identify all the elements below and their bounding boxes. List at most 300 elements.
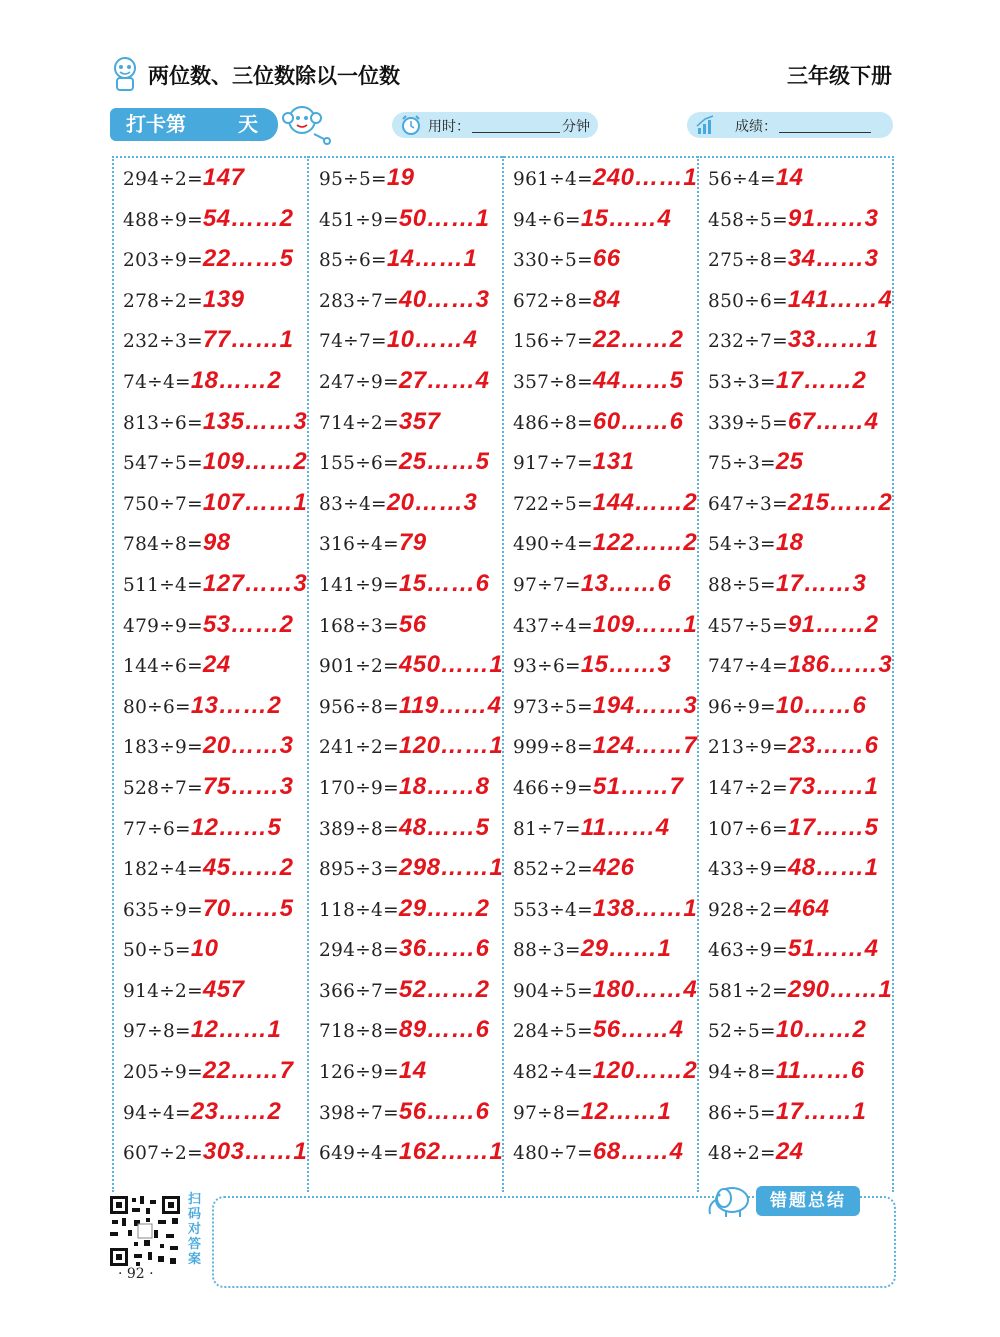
- handwritten-answer[interactable]: 457: [202, 975, 245, 1003]
- problem-row: [123, 808, 317, 849]
- division-problem: [708, 164, 804, 192]
- elephant-icon: [704, 1182, 756, 1220]
- problem-text: 284÷5=: [513, 1021, 593, 1043]
- handwritten-answer[interactable]: 240……1: [592, 164, 698, 191]
- handwritten-answer[interactable]: 464: [787, 894, 830, 922]
- handwritten-answer[interactable]: 15……4: [580, 204, 672, 232]
- division-problem: [123, 1098, 281, 1126]
- problem-text: 81÷7=: [513, 818, 581, 840]
- handwritten-answer[interactable]: 131: [592, 448, 635, 476]
- handwritten-answer[interactable]: 24: [775, 1138, 804, 1166]
- division-problem: [123, 935, 219, 963]
- handwritten-answer[interactable]: 20……3: [386, 488, 478, 516]
- handwritten-answer[interactable]: 139: [202, 285, 245, 313]
- problem-row: [513, 361, 707, 402]
- problem-text: 94÷6=: [513, 209, 581, 231]
- problem-row: [708, 929, 902, 970]
- handwritten-answer[interactable]: 18……8: [398, 772, 490, 800]
- problem-row: [123, 158, 317, 199]
- handwritten-answer[interactable]: 53……2: [202, 610, 294, 638]
- handwritten-answer[interactable]: 14: [398, 1057, 427, 1085]
- problem-text: 647÷3=: [708, 493, 788, 515]
- problem-text: 118÷4=: [319, 899, 399, 921]
- division-problem: [123, 489, 307, 517]
- problem-text: 607÷2=: [123, 1143, 203, 1165]
- problem-text: 928÷2=: [708, 899, 788, 921]
- handwritten-answer[interactable]: 13……2: [190, 691, 282, 719]
- problem-text: 850÷6=: [708, 290, 788, 312]
- problem-row: [123, 320, 317, 361]
- handwritten-answer[interactable]: 122……2: [592, 529, 698, 557]
- problem-text: 852÷2=: [513, 859, 593, 881]
- problem-row: [513, 564, 707, 605]
- division-problem: [319, 773, 489, 801]
- problem-row: [513, 686, 707, 727]
- problem-row: [319, 199, 513, 240]
- division-problem: [513, 205, 671, 233]
- problem-row: [708, 808, 902, 849]
- handwritten-answer[interactable]: 17……5: [787, 813, 879, 841]
- problem-row: [319, 564, 513, 605]
- division-problem: [513, 448, 634, 476]
- division-problem: [123, 773, 293, 801]
- division-problem: [708, 245, 878, 273]
- division-problem: [123, 1138, 307, 1166]
- handwritten-answer[interactable]: 51……4: [787, 935, 879, 963]
- handwritten-answer[interactable]: 18: [775, 529, 804, 557]
- division-problem: [708, 732, 878, 760]
- problem-text: 93÷6=: [513, 656, 581, 678]
- problem-row: [123, 523, 317, 564]
- problem-text: 83÷4=: [319, 493, 387, 515]
- division-problem: [513, 164, 697, 192]
- handwritten-answer[interactable]: 162……1: [398, 1138, 504, 1166]
- problem-row: [319, 158, 513, 199]
- handwritten-answer[interactable]: 29……2: [398, 894, 490, 922]
- problem-row: [123, 605, 317, 646]
- problem-row: [513, 889, 707, 930]
- problem-row: [513, 239, 707, 280]
- division-problem: [513, 245, 621, 273]
- problem-row: [123, 402, 317, 443]
- problem-column-3: [513, 158, 707, 1173]
- problem-row: [123, 1051, 317, 1092]
- handwritten-answer[interactable]: 25……5: [398, 448, 490, 476]
- time-label: 用时：: [428, 119, 470, 135]
- problem-text: 490÷4=: [513, 534, 593, 556]
- handwritten-answer[interactable]: 124……7: [592, 732, 698, 760]
- problem-text: 232÷7=: [708, 331, 788, 353]
- grade-label: 三年级下册: [787, 64, 892, 88]
- score-input-line[interactable]: [779, 132, 871, 133]
- problem-text: 718÷8=: [319, 1021, 399, 1043]
- time-input-line[interactable]: [472, 132, 560, 133]
- handwritten-answer[interactable]: 79: [398, 529, 427, 557]
- problem-row: [123, 848, 317, 889]
- division-problem: [123, 976, 244, 1004]
- problem-row: [319, 239, 513, 280]
- division-problem: [319, 245, 477, 273]
- problem-row: [513, 158, 707, 199]
- division-problem: [708, 367, 866, 395]
- problem-row: [513, 848, 707, 889]
- problem-text: 437÷4=: [513, 615, 593, 637]
- division-problem: [123, 611, 293, 639]
- problem-row: [513, 320, 707, 361]
- handwritten-answer[interactable]: 147: [202, 164, 245, 191]
- handwritten-answer[interactable]: 44……5: [592, 366, 684, 394]
- division-problem: [708, 814, 878, 842]
- division-problem: [319, 976, 489, 1004]
- problem-row: [319, 1051, 513, 1092]
- problem-row: [708, 970, 902, 1011]
- problem-column-1: [123, 158, 317, 1173]
- handwritten-answer[interactable]: 215……2: [787, 488, 893, 516]
- handwritten-answer[interactable]: 33……1: [787, 326, 879, 354]
- handwritten-answer[interactable]: 22……5: [202, 245, 294, 273]
- division-problem: [319, 1098, 489, 1126]
- handwritten-answer[interactable]: 12……1: [580, 1097, 672, 1125]
- division-problem: [708, 1057, 865, 1085]
- handwritten-answer[interactable]: 13……6: [580, 569, 672, 597]
- problem-grid: [112, 156, 894, 1192]
- handwritten-answer[interactable]: 67……4: [787, 407, 879, 435]
- handwritten-answer[interactable]: 107……1: [202, 488, 308, 516]
- problem-row: [513, 645, 707, 686]
- handwritten-answer[interactable]: 17……3: [775, 569, 867, 597]
- problem-row: [708, 442, 902, 483]
- division-problem: [708, 651, 892, 679]
- handwritten-answer[interactable]: 48……1: [787, 854, 879, 882]
- monkey-icon: [280, 100, 332, 146]
- problem-text: 635÷9=: [123, 899, 203, 921]
- division-problem: [708, 205, 878, 233]
- division-problem: [513, 286, 621, 314]
- problem-text: 357÷8=: [513, 371, 593, 393]
- problem-row: [123, 645, 317, 686]
- handwritten-answer[interactable]: 56……6: [398, 1097, 490, 1125]
- division-problem: [708, 1098, 866, 1126]
- mascot-icon: [108, 56, 142, 92]
- problem-row: [708, 402, 902, 443]
- problem-row: [513, 605, 707, 646]
- division-problem: [123, 529, 231, 557]
- problem-text: 961÷4=: [513, 169, 593, 190]
- problem-text: 547÷5=: [123, 453, 203, 475]
- division-problem: [708, 976, 892, 1004]
- division-problem: [123, 286, 244, 314]
- handwritten-answer[interactable]: 10: [190, 935, 219, 963]
- division-problem: [708, 286, 892, 314]
- handwritten-answer[interactable]: 27……4: [398, 366, 490, 394]
- problem-row: [319, 645, 513, 686]
- division-problem: [123, 1016, 281, 1044]
- problem-text: 75÷3=: [708, 453, 776, 475]
- division-problem: [319, 814, 489, 842]
- division-problem: [319, 692, 502, 720]
- problem-row: [319, 929, 513, 970]
- problem-row: [319, 1132, 513, 1173]
- handwritten-answer[interactable]: 91……2: [787, 610, 879, 638]
- problem-row: [708, 726, 902, 767]
- handwritten-answer[interactable]: 119……4: [398, 691, 502, 719]
- handwritten-answer[interactable]: 25: [775, 448, 804, 476]
- problem-row: [708, 1092, 902, 1133]
- checkin-bar: [110, 108, 895, 146]
- division-problem: [513, 326, 683, 354]
- problem-text: 126÷9=: [319, 1062, 399, 1084]
- handwritten-answer[interactable]: 138……1: [592, 894, 698, 922]
- handwritten-answer[interactable]: 91……3: [787, 204, 879, 232]
- problem-row: [708, 686, 902, 727]
- problem-text: 901÷2=: [319, 656, 399, 678]
- handwritten-answer[interactable]: 66: [592, 245, 621, 273]
- handwritten-answer[interactable]: 45……2: [202, 854, 294, 882]
- handwritten-answer[interactable]: 14……1: [386, 245, 478, 273]
- problem-row: [319, 1010, 513, 1051]
- division-problem: [513, 935, 671, 963]
- problem-text: 213÷9=: [708, 737, 788, 759]
- handwritten-answer[interactable]: 70……5: [202, 894, 294, 922]
- problem-row: [513, 1132, 707, 1173]
- problem-row: [708, 199, 902, 240]
- handwritten-answer[interactable]: 141……4: [787, 285, 893, 313]
- problem-text: 147÷2=: [708, 777, 788, 799]
- handwritten-answer[interactable]: 290……1: [787, 975, 893, 1003]
- problem-row: [319, 970, 513, 1011]
- problem-row: [319, 442, 513, 483]
- problem-text: 97÷8=: [513, 1102, 581, 1124]
- problem-text: 85÷6=: [319, 250, 387, 272]
- problem-row: [123, 767, 317, 808]
- division-problem: [319, 489, 477, 517]
- division-problem: [123, 1057, 293, 1085]
- handwritten-answer[interactable]: 56……4: [592, 1016, 684, 1044]
- problem-row: [708, 889, 902, 930]
- handwritten-answer[interactable]: 17……1: [775, 1097, 867, 1125]
- division-problem: [123, 854, 293, 882]
- handwritten-answer[interactable]: 73……1: [787, 772, 879, 800]
- problem-text: 895÷3=: [319, 859, 399, 881]
- division-problem: [319, 1016, 489, 1044]
- handwritten-answer[interactable]: 15……3: [580, 651, 672, 679]
- division-problem: [319, 570, 489, 598]
- handwritten-answer[interactable]: 12……1: [190, 1016, 282, 1044]
- division-problem: [319, 1138, 503, 1166]
- problem-row: [319, 280, 513, 321]
- handwritten-answer[interactable]: 135……3: [202, 407, 308, 435]
- problem-row: [708, 645, 902, 686]
- problem-row: [123, 483, 317, 524]
- problem-row: [513, 199, 707, 240]
- problem-text: 50÷5=: [123, 940, 191, 962]
- problem-text: 511÷4=: [123, 574, 203, 596]
- handwritten-answer[interactable]: 15……6: [398, 569, 490, 597]
- division-problem: [319, 408, 440, 436]
- handwritten-answer[interactable]: 84: [592, 285, 621, 313]
- handwritten-answer[interactable]: 120……1: [398, 732, 504, 760]
- problem-row: [123, 686, 317, 727]
- handwritten-answer[interactable]: 10……2: [775, 1016, 867, 1044]
- division-problem: [123, 448, 307, 476]
- division-problem: [123, 205, 293, 233]
- problem-text: 77÷6=: [123, 818, 191, 840]
- handwritten-answer[interactable]: 426: [592, 854, 635, 882]
- division-problem: [319, 651, 503, 679]
- handwritten-answer[interactable]: 109……1: [592, 610, 698, 638]
- problem-text: 56÷4=: [708, 169, 776, 190]
- handwritten-answer[interactable]: 40……3: [398, 285, 490, 313]
- division-problem: [319, 854, 503, 882]
- handwritten-answer[interactable]: 194……3: [592, 691, 698, 719]
- scan-answers-label: 扫码对答案: [188, 1192, 202, 1267]
- problem-text: 247÷9=: [319, 371, 399, 393]
- handwritten-answer[interactable]: 98: [202, 529, 231, 557]
- problem-row: [319, 523, 513, 564]
- division-problem: [123, 692, 281, 720]
- problem-row: [513, 808, 707, 849]
- problem-text: 486÷8=: [513, 412, 593, 434]
- handwritten-answer[interactable]: 51……7: [592, 772, 684, 800]
- handwritten-answer[interactable]: 54……2: [202, 204, 294, 232]
- handwritten-answer[interactable]: 89……6: [398, 1016, 490, 1044]
- problem-text: 813÷6=: [123, 412, 203, 434]
- problem-row: [319, 483, 513, 524]
- problem-text: 466÷9=: [513, 777, 593, 799]
- problem-text: 48÷2=: [708, 1143, 776, 1165]
- handwritten-answer[interactable]: 186……3: [787, 651, 893, 679]
- problem-text: 95÷5=: [319, 169, 387, 190]
- handwritten-answer[interactable]: 357: [398, 407, 441, 435]
- problem-row: [513, 483, 707, 524]
- handwritten-answer[interactable]: 52……2: [398, 975, 490, 1003]
- handwritten-answer[interactable]: 19: [386, 164, 415, 191]
- division-problem: [123, 895, 293, 923]
- handwritten-answer[interactable]: 22……2: [592, 326, 684, 354]
- handwritten-answer[interactable]: 10……4: [386, 326, 478, 354]
- problem-text: 141÷9=: [319, 574, 399, 596]
- checkin-label: 打卡第: [126, 112, 186, 136]
- problem-text: 714÷2=: [319, 412, 399, 434]
- problem-row: [708, 1132, 902, 1173]
- problem-row: [319, 767, 513, 808]
- handwritten-answer[interactable]: 29……1: [580, 935, 672, 963]
- handwritten-answer[interactable]: 20……3: [202, 732, 294, 760]
- problem-text: 316÷4=: [319, 534, 399, 556]
- problem-row: [708, 320, 902, 361]
- division-problem: [513, 773, 683, 801]
- problem-row: [123, 239, 317, 280]
- handwritten-answer[interactable]: 303……1: [202, 1138, 308, 1166]
- problem-text: 294÷8=: [319, 940, 399, 962]
- handwritten-answer[interactable]: 68……4: [592, 1138, 684, 1166]
- handwritten-answer[interactable]: 18……2: [190, 366, 282, 394]
- problem-row: [319, 726, 513, 767]
- handwritten-answer[interactable]: 60……6: [592, 407, 684, 435]
- division-problem: [513, 732, 697, 760]
- handwritten-answer[interactable]: 36……6: [398, 935, 490, 963]
- handwritten-answer[interactable]: 24: [202, 651, 231, 679]
- problem-text: 488÷9=: [123, 209, 203, 231]
- problem-text: 96÷9=: [708, 696, 776, 718]
- handwritten-answer[interactable]: 12……5: [190, 813, 282, 841]
- handwritten-answer[interactable]: 450……1: [398, 651, 504, 679]
- grid-divider: [112, 156, 114, 1192]
- handwritten-answer[interactable]: 22……7: [202, 1057, 294, 1085]
- problem-row: [319, 808, 513, 849]
- problem-text: 232÷3=: [123, 331, 203, 353]
- division-problem: [513, 1098, 671, 1126]
- problem-text: 74÷7=: [319, 331, 387, 353]
- division-problem: [123, 408, 307, 436]
- handwritten-answer[interactable]: 120……2: [592, 1057, 698, 1085]
- division-problem: [513, 1016, 683, 1044]
- division-problem: [513, 367, 683, 395]
- handwritten-answer[interactable]: 77……1: [202, 326, 294, 354]
- problem-text: 294÷2=: [123, 169, 203, 190]
- division-problem: [123, 814, 281, 842]
- handwritten-answer[interactable]: 298……1: [398, 854, 504, 882]
- handwritten-answer[interactable]: 50……1: [398, 204, 490, 232]
- handwritten-answer[interactable]: 56: [398, 610, 427, 638]
- handwritten-answer[interactable]: 11……4: [580, 813, 670, 841]
- qr-code[interactable]: [108, 1194, 182, 1268]
- handwritten-answer[interactable]: 75……3: [202, 772, 294, 800]
- problem-text: 553÷4=: [513, 899, 593, 921]
- handwritten-answer[interactable]: 14: [775, 164, 804, 191]
- division-problem: [708, 692, 866, 720]
- problem-row: [319, 889, 513, 930]
- problem-text: 339÷5=: [708, 412, 788, 434]
- problem-text: 479÷9=: [123, 615, 203, 637]
- problem-text: 97÷8=: [123, 1021, 191, 1043]
- problem-row: [708, 767, 902, 808]
- division-problem: [319, 205, 489, 233]
- division-problem: [319, 286, 489, 314]
- problem-row: [513, 1092, 707, 1133]
- handwritten-answer[interactable]: 109……2: [202, 448, 308, 476]
- problem-text: 80÷6=: [123, 696, 191, 718]
- problem-text: 168÷3=: [319, 615, 399, 637]
- handwritten-answer[interactable]: 11……6: [775, 1057, 865, 1085]
- handwritten-answer[interactable]: 180……4: [592, 975, 698, 1003]
- problem-row: [513, 442, 707, 483]
- problem-row: [123, 726, 317, 767]
- handwritten-answer[interactable]: 17……2: [775, 366, 867, 394]
- problem-row: [513, 1051, 707, 1092]
- problem-text: 999÷8=: [513, 737, 593, 759]
- handwritten-answer[interactable]: 144……2: [592, 488, 698, 516]
- score-chart-icon: [695, 114, 717, 136]
- division-problem: [513, 489, 697, 517]
- problem-row: [123, 970, 317, 1011]
- division-problem: [513, 529, 697, 557]
- problem-row: [123, 280, 317, 321]
- problem-text: 241÷2=: [319, 737, 399, 759]
- division-problem: [319, 935, 489, 963]
- handwritten-answer[interactable]: 23……6: [787, 732, 879, 760]
- handwritten-answer[interactable]: 10……6: [775, 691, 867, 719]
- handwritten-answer[interactable]: 23……2: [190, 1097, 282, 1125]
- handwritten-answer[interactable]: 34……3: [787, 245, 879, 273]
- problem-row: [513, 523, 707, 564]
- problem-column-2: [319, 158, 513, 1173]
- handwritten-answer[interactable]: 48……5: [398, 813, 490, 841]
- problem-text: 457÷5=: [708, 615, 788, 637]
- handwritten-answer[interactable]: 127……3: [202, 569, 308, 597]
- problem-text: 451÷9=: [319, 209, 399, 231]
- alarm-clock-icon: [400, 114, 422, 136]
